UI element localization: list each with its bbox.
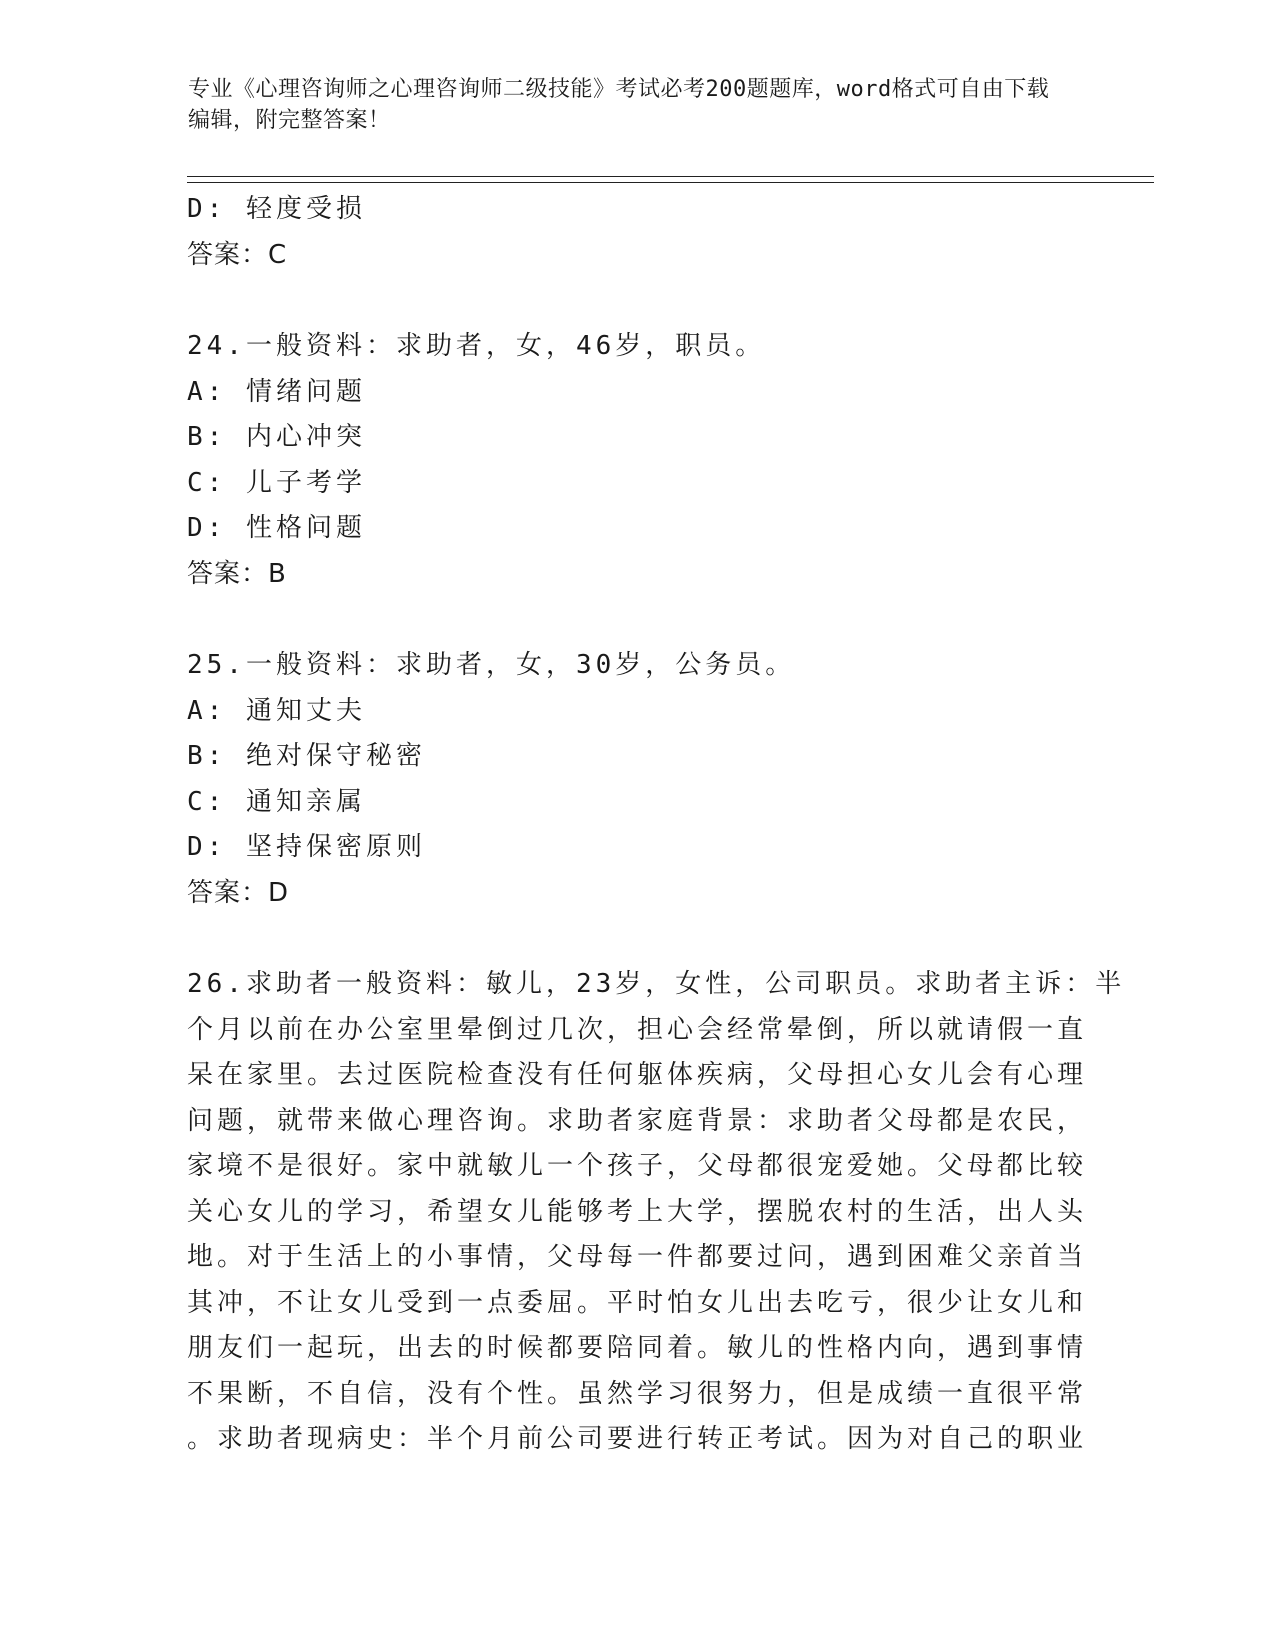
question-24-answer: 答案：B [187, 558, 287, 589]
question-content [187, 187, 1126, 1463]
question-26-line: 地。对于生活上的小事情，父母每一件都要过问，遇到困难父亲首当 [187, 1242, 1088, 1272]
question-26-line: 问题，就带来做心理咨询。求助者家庭背景：求助者父母都是农民， [187, 1105, 1088, 1136]
question-26-line: 关心女儿的学习，希望女儿能够考上大学，摆脱农村的生活，出人头 [187, 1196, 1088, 1227]
question-24-option-d: D: 性格问题 [187, 513, 366, 543]
question-26-line: 家境不是很好。家中就敏儿一个孩子，父母都很宠爱她。父母都比较 [187, 1151, 1088, 1181]
question-26-line: 朋友们一起玩，出去的时候都要陪同着。敏儿的性格内向，遇到事情 [187, 1333, 1088, 1363]
prev-question-answer: 答案：C [187, 239, 288, 270]
question-26-line: 26.求助者一般资料：敏儿，23岁，女性，公司职员。求助者主诉：半 [187, 969, 1126, 999]
question-26-line: 呆在家里。去过医院检查没有任何躯体疾病，父母担心女儿会有心理 [187, 1060, 1088, 1090]
question-24-option-a: A: 情绪问题 [187, 376, 366, 407]
prev-question-option-d: D: 轻度受损 [187, 194, 366, 224]
question-26-text [187, 962, 1126, 1463]
header-double-rule [187, 176, 1154, 183]
spacer [187, 278, 1087, 324]
question-26-line: 不果断，不自信，没有个性。虽然学习很努力，但是成绩一直很平常 [187, 1378, 1088, 1409]
question-26-line: 个月以前在办公室里晕倒过几次，担心会经常晕倒，所以就请假一直 [187, 1014, 1088, 1045]
question-24-stem: 24.一般资料：求助者，女，46岁，职员。 [187, 331, 766, 361]
spacer [187, 597, 1087, 643]
document-header: 专业《心理咨询师之心理咨询师二级技能》考试必考200题题库，word格式可自由下载编辑，附完整答案！ [188, 77, 1050, 133]
spacer [187, 916, 1087, 962]
question-25-option-c: C: 通知亲属 [187, 786, 366, 817]
question-25-option-a: A: 通知丈夫 [187, 695, 366, 726]
question-25-answer: 答案：D [187, 877, 290, 908]
question-25-option-d: D: 坚持保密原则 [187, 832, 426, 862]
question-25-option-b: B: 绝对保守秘密 [187, 741, 426, 771]
question-26-line: 其冲，不让女儿受到一点委屈。平时怕女儿出去吃亏，很少让女儿和 [187, 1287, 1088, 1318]
question-24-option-b: B: 内心冲突 [187, 422, 366, 452]
question-25-stem: 25.一般资料：求助者，女，30岁，公务员。 [187, 650, 796, 680]
question-26-line: 。求助者现病史：半个月前公司要进行转正考试。因为对自己的职业 [187, 1424, 1088, 1454]
question-24-option-c: C: 儿子考学 [187, 467, 366, 498]
